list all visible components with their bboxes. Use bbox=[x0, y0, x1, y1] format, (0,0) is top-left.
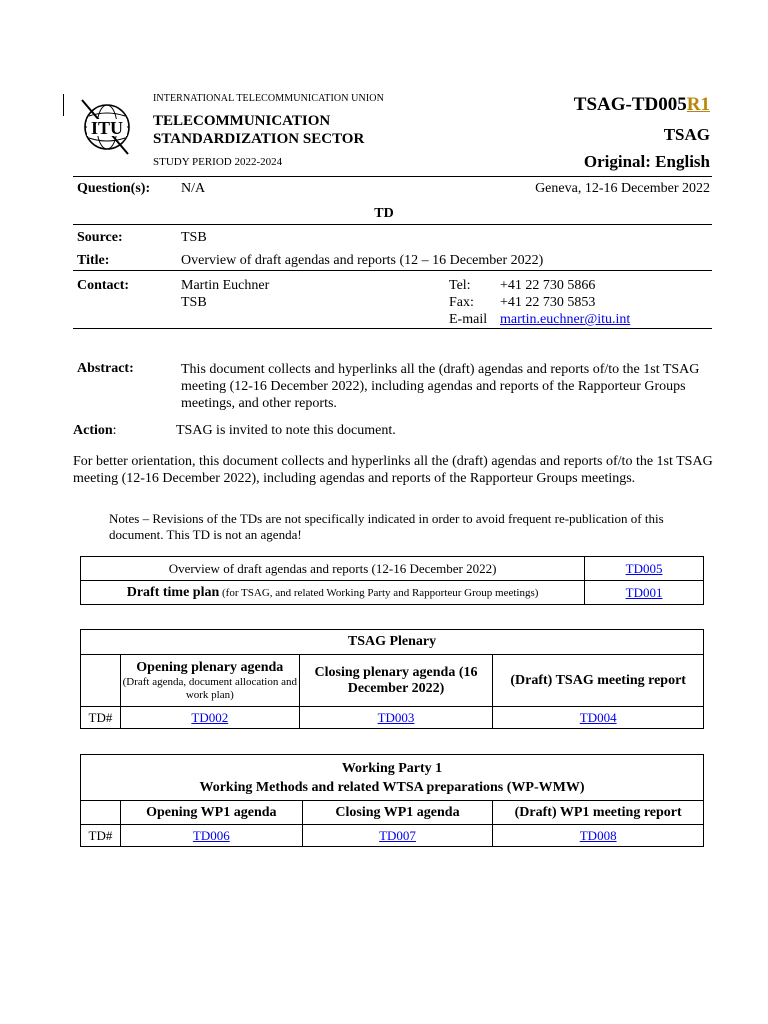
overview-table bbox=[80, 556, 704, 605]
table-row bbox=[81, 825, 704, 847]
action-colon: : bbox=[112, 423, 117, 438]
table-cell bbox=[302, 825, 493, 847]
td006-link[interactable]: TD006 bbox=[192, 827, 230, 843]
fax-label: Fax: bbox=[449, 295, 474, 310]
td008-link[interactable]: TD008 bbox=[579, 827, 617, 843]
question-value: N/A bbox=[181, 181, 206, 196]
action-label: Action bbox=[73, 423, 113, 438]
time-plan-bold: Draft time plan bbox=[126, 585, 220, 600]
opening-plenary-subtitle: (Draft agenda, document allocation and work plan) bbox=[122, 675, 297, 701]
email-label: E-mail bbox=[449, 312, 488, 327]
group-name: TSAG bbox=[663, 125, 710, 144]
empty-header-cell bbox=[81, 655, 121, 707]
action-line bbox=[73, 423, 117, 439]
tel-label: Tel: bbox=[449, 278, 471, 293]
wp1-title-line-1: Working Party 1 bbox=[341, 760, 443, 776]
time-plan-note: (for TSAG, and related Working Party and Rapporteur Group meetings) bbox=[219, 587, 539, 599]
opening-plenary-header bbox=[120, 655, 299, 707]
time-plan-label bbox=[81, 581, 585, 605]
table-row bbox=[81, 707, 704, 729]
original-language: Original: English bbox=[583, 152, 710, 171]
email-link[interactable]: martin.euchner@itu.int bbox=[500, 312, 631, 327]
place-date: Geneva, 12-16 December 2022 bbox=[535, 181, 710, 196]
title-label: Title: bbox=[77, 253, 110, 268]
revision-marker: R1 bbox=[686, 94, 710, 115]
document-id: TSAG-TD005 bbox=[573, 94, 687, 115]
doc-type-rule bbox=[73, 224, 712, 225]
sector-line-1: TELECOMMUNICATION bbox=[153, 113, 331, 129]
td-number-label: TD# bbox=[81, 707, 121, 729]
table-cell bbox=[493, 707, 704, 729]
tel-value: +41 22 730 5866 bbox=[500, 278, 596, 293]
table-cell bbox=[120, 707, 299, 729]
svg-text:ITU: ITU bbox=[90, 118, 124, 138]
time-plan-cell bbox=[585, 581, 704, 605]
study-period: STUDY PERIOD 2022-2024 bbox=[153, 156, 283, 168]
contact-org: TSB bbox=[181, 295, 207, 310]
plenary-table bbox=[80, 629, 704, 729]
table-row bbox=[81, 655, 704, 707]
question-label: Question(s): bbox=[77, 181, 151, 196]
td007-link[interactable]: TD007 bbox=[379, 827, 416, 843]
text-cursor bbox=[63, 94, 64, 116]
table-cell bbox=[299, 707, 493, 729]
table-row bbox=[81, 630, 704, 655]
sector-line-2: STANDARDIZATION SECTOR bbox=[153, 131, 365, 147]
td003-link[interactable]: TD003 bbox=[377, 709, 415, 725]
document-number bbox=[574, 94, 710, 116]
intro-paragraph: For better orientation, this document collects and hyperlinks all the (draft) agendas and reports of/to the 1st TSAG meeting (12-16 December 2022), including agendas and reports of the Rapporteur Groups meetings. bbox=[73, 454, 713, 486]
contact-label: Contact: bbox=[77, 278, 130, 293]
title-rule bbox=[73, 270, 712, 271]
table-row bbox=[81, 581, 704, 605]
contact-rule bbox=[73, 328, 712, 329]
header-rule bbox=[73, 176, 712, 177]
doc-type: TD bbox=[374, 206, 394, 221]
opening-wp1-header: Opening WP1 agenda bbox=[120, 801, 302, 825]
wp1-report-header: (Draft) WP1 meeting report bbox=[493, 801, 704, 825]
overview-label: Overview of draft agendas and reports (12-16 December 2022) bbox=[81, 557, 585, 581]
empty-header-cell bbox=[81, 801, 121, 825]
abstract-label: Abstract: bbox=[77, 361, 134, 376]
fax-value: +41 22 730 5853 bbox=[500, 295, 596, 310]
action-text: TSAG is invited to note this document. bbox=[176, 423, 396, 438]
table-row bbox=[81, 557, 704, 581]
overview-cell bbox=[585, 557, 704, 581]
closing-plenary-header: Closing plenary agenda (16 December 2022) bbox=[299, 655, 493, 707]
td005-link[interactable]: TD005 bbox=[625, 560, 663, 576]
opening-plenary-title: Opening plenary agenda bbox=[136, 659, 284, 675]
contact-name: Martin Euchner bbox=[181, 278, 270, 293]
source-value: TSB bbox=[181, 230, 207, 245]
abstract-text: This document collects and hyperlinks all the (draft) agendas and reports of/to the 1st TSAG meeting (12-16 December 2022), including agendas and reports of the Rapporteur Groups meetings, and other reports. bbox=[181, 362, 700, 411]
table-cell bbox=[493, 825, 704, 847]
td004-link[interactable]: TD004 bbox=[579, 709, 617, 725]
table-row bbox=[81, 755, 704, 801]
meeting-report-header: (Draft) TSAG meeting report bbox=[493, 655, 704, 707]
closing-wp1-header: Closing WP1 agenda bbox=[302, 801, 493, 825]
wp1-table bbox=[80, 754, 704, 847]
itu-logo-icon bbox=[80, 94, 132, 160]
source-label: Source: bbox=[77, 230, 123, 245]
td001-link[interactable]: TD001 bbox=[625, 584, 663, 600]
title-value: Overview of draft agendas and reports (12 – 16 December 2022) bbox=[181, 253, 544, 268]
organization-name: INTERNATIONAL TELECOMMUNICATION UNION bbox=[153, 93, 384, 104]
table-cell bbox=[120, 825, 302, 847]
td002-link[interactable]: TD002 bbox=[191, 709, 229, 725]
wp1-title bbox=[81, 755, 704, 801]
notes-paragraph: Notes – Revisions of the TDs are not specifically indicated in order to avoid frequent re-publication of this document. This TD is not an agenda! bbox=[109, 511, 664, 542]
td-number-label: TD# bbox=[81, 825, 121, 847]
sector-name bbox=[153, 112, 364, 148]
plenary-title: TSAG Plenary bbox=[81, 630, 704, 655]
wp1-title-line-2: Working Methods and related WTSA preparations (WP-WMW) bbox=[199, 779, 585, 795]
table-row bbox=[81, 801, 704, 825]
